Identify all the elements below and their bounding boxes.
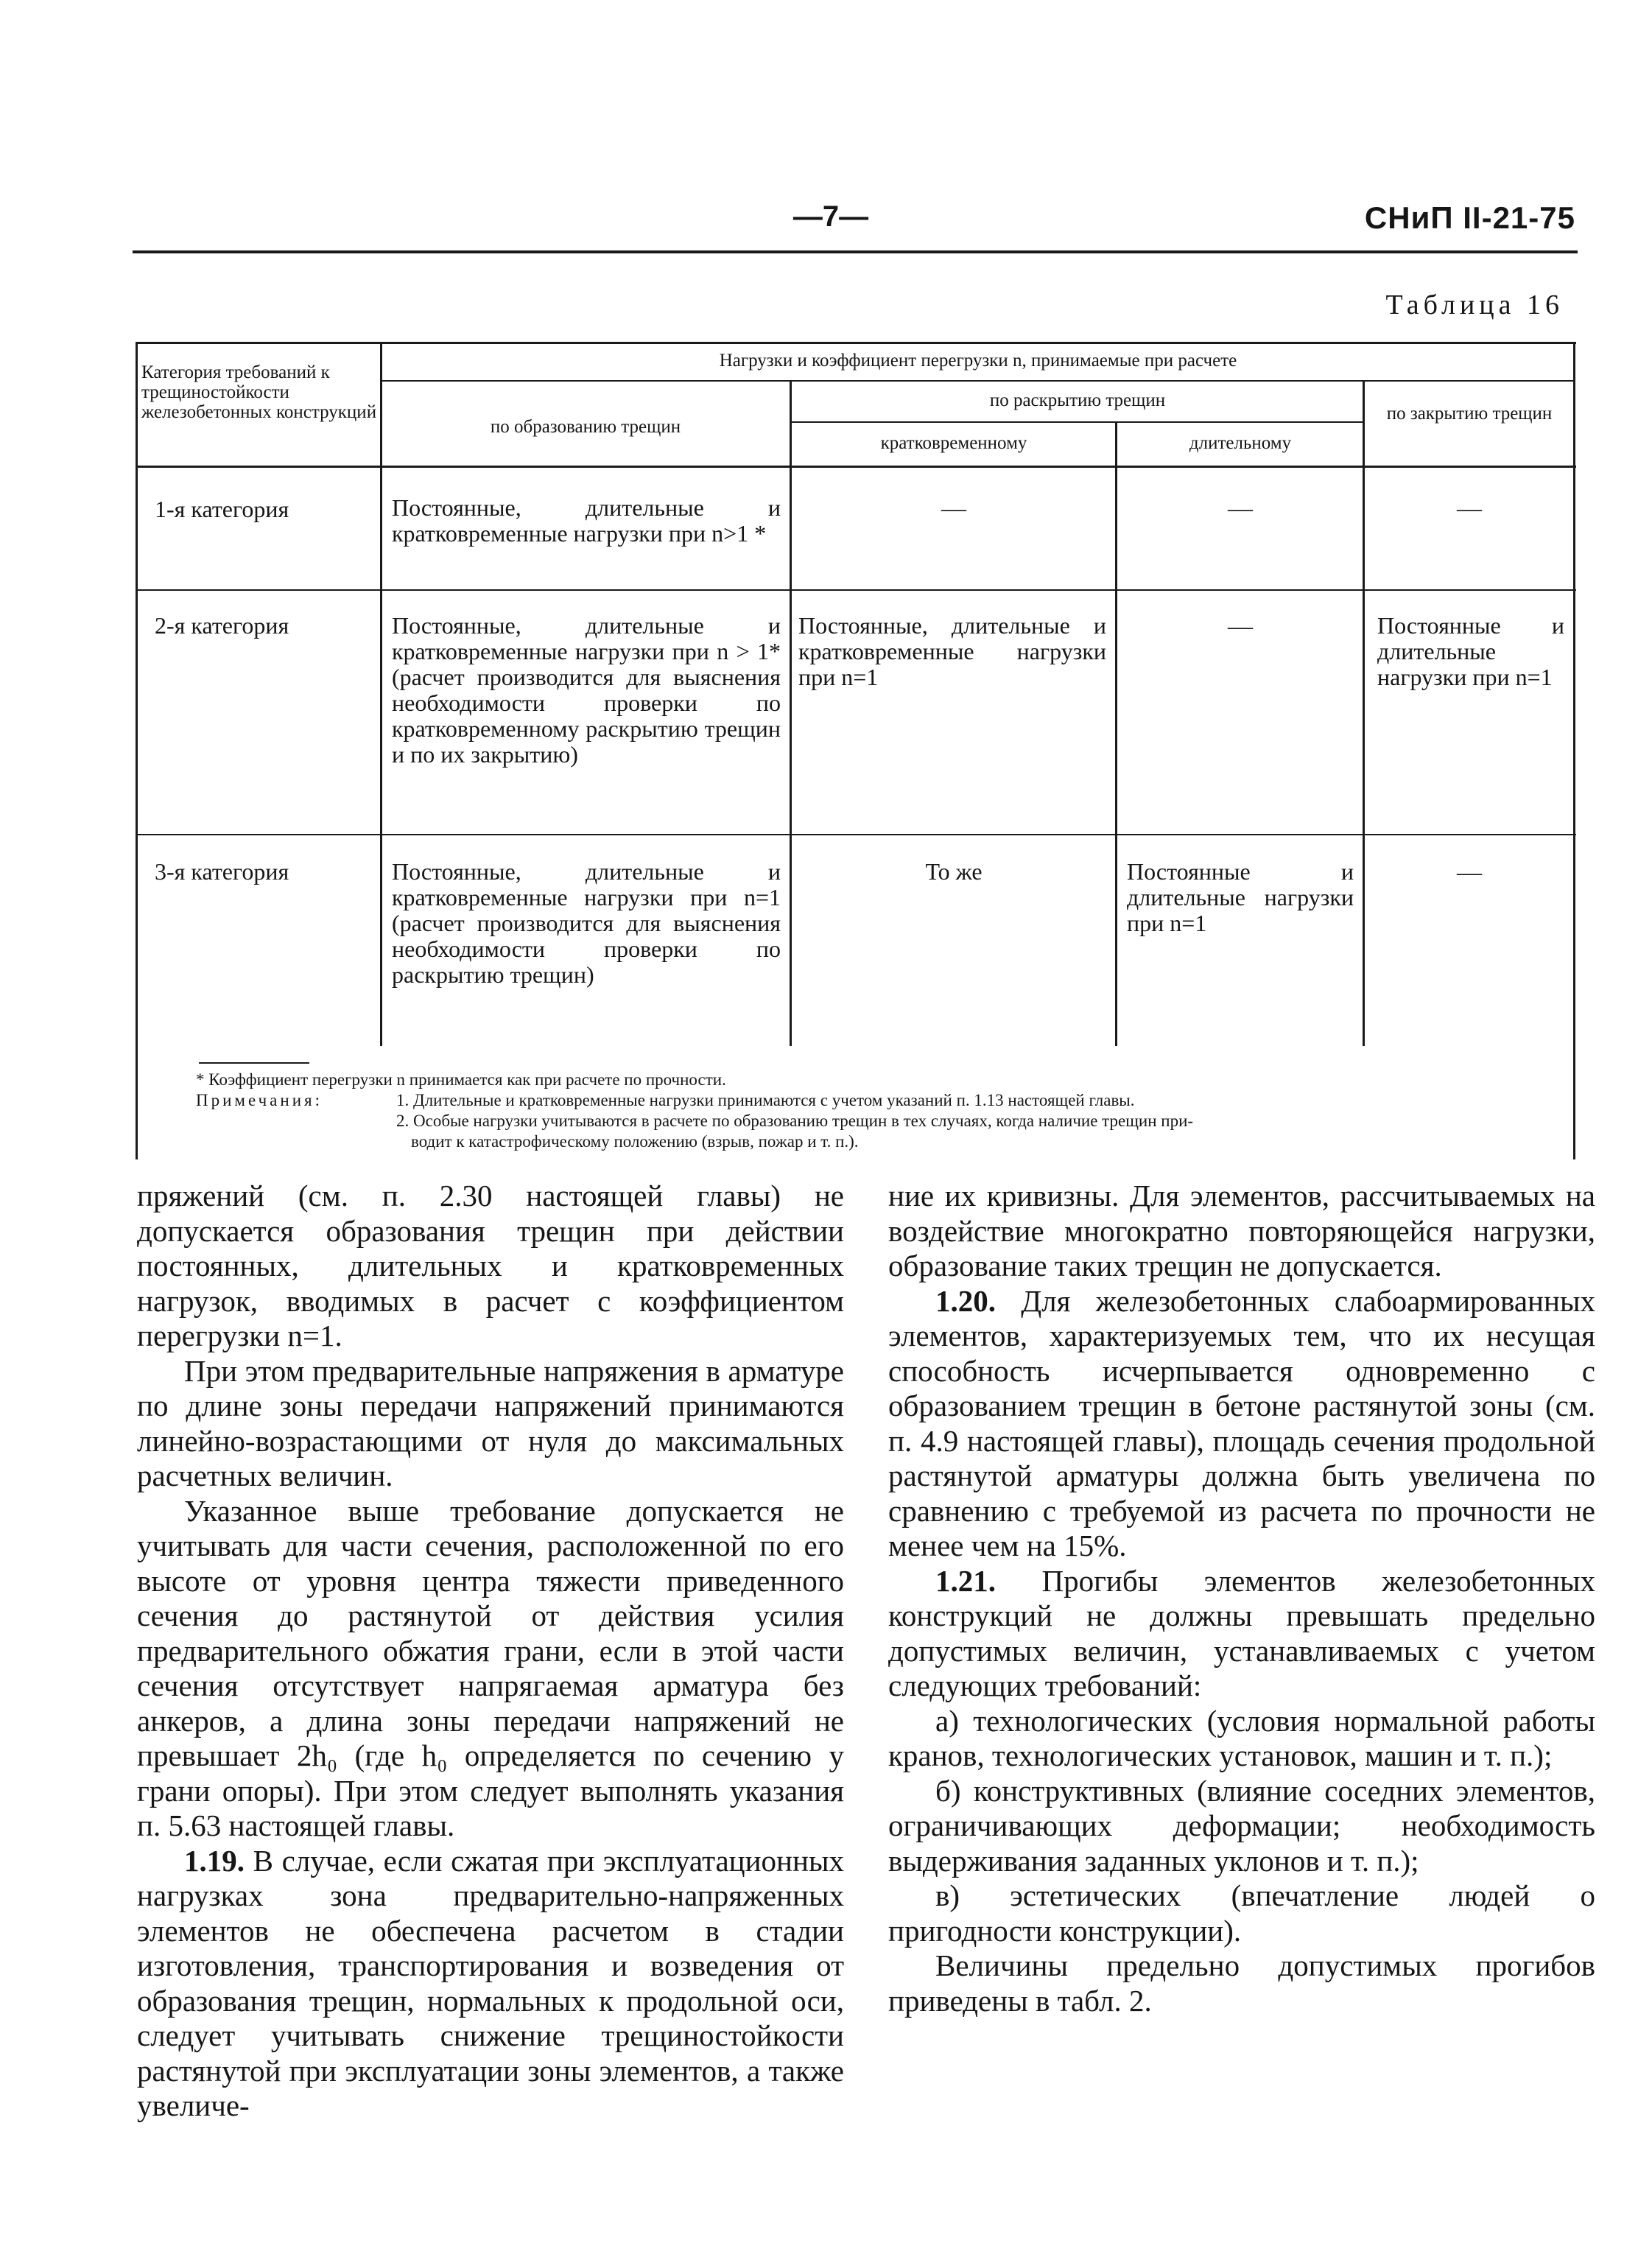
header-loads: Нагрузки и коэффициент перегрузки n, принимаемые при расчете <box>719 351 1237 371</box>
left-text-column <box>137 1179 844 2124</box>
right-paragraph-last: Величины предельно допустимых прогибов приведены в табл. 2. <box>888 1948 1595 2018</box>
page-number: —7— <box>792 200 869 233</box>
header-short: кратковременному <box>880 433 1027 453</box>
row3-closing: — <box>1457 859 1482 886</box>
row-divider-2 <box>136 834 1576 835</box>
row1-closing: — <box>1457 495 1482 522</box>
header-row-divider-2 <box>790 421 1363 423</box>
header-rule <box>133 250 1578 253</box>
header-closing: по закрытию трещин <box>1386 404 1553 424</box>
row2-long: — <box>1228 613 1253 640</box>
header-opening: по раскрытию трещин <box>989 390 1166 410</box>
requirement-item-a: а) технологических (условия нормальной работы кранов, технологических установок, машин и т. п.); <box>888 1703 1595 1772</box>
row3-long: Постоянные и длительные нагрузки при n=1 <box>1127 858 1354 936</box>
row2-category: 2-я категория <box>155 612 289 639</box>
row3-short: То же <box>925 858 983 885</box>
section-text: В случае, если сжатая при эксплуатационных нагрузках зона предварительно-напряженных элементов не обеспечена расчетом в стадии изготовления, транспортирования и возведения от образования трещин, нормальных к продольной оси, следует учитывать снижение трещиностойкости растянутой при эксплуатации зоны элементов, а также увеличе- <box>137 1843 844 2122</box>
row1-formation: Постоянные, длительные и кратковременные нагрузки при n>1 * <box>392 494 781 547</box>
row1-long: — <box>1228 495 1253 522</box>
table-label: Таблица 16 <box>1385 289 1564 320</box>
section-text: Прогибы элементов железобетонных конструкций не должны превышать предельно допустимых величин, устанавливаемых с учетом следующих требований: <box>888 1563 1595 1702</box>
col-divider-short <box>1115 421 1117 1046</box>
header-long: длительному <box>1189 433 1292 453</box>
row1-short: — <box>941 495 966 522</box>
col-divider-category <box>380 342 382 1046</box>
row2-short: Постоянные, длительные и кратковременные нагрузки при n=1 <box>798 612 1106 690</box>
section-number: 1.21. <box>935 1563 996 1598</box>
row1-category: 1-я категория <box>155 496 289 522</box>
document-code: СНиП II-21-75 <box>1364 200 1575 235</box>
left-paragraph-1: пряжений (см. п. 2.30 настоящей главы) не допускается образования трещин при действии постоянных, длительных и кратковременных нагрузок, вводимых в расчет с коэффициентом перегрузки n=1. <box>137 1179 844 1352</box>
table-left-border <box>136 342 138 1159</box>
footnote-rule <box>199 1062 309 1064</box>
section-1-19 <box>137 1844 844 2124</box>
right-text-column <box>888 1179 1595 2018</box>
header-formation: по образованию трещин <box>490 417 681 437</box>
header-row-divider-1 <box>380 380 1573 382</box>
row2-closing: Постоянные и длительные нагрузки при n=1 <box>1377 612 1564 690</box>
section-number: 1.19. <box>184 1843 245 1878</box>
notes-label: Примечания: <box>196 1091 323 1109</box>
requirements-table <box>133 339 1579 1161</box>
section-number: 1.20. <box>935 1283 996 1318</box>
row3-category: 3-я категория <box>155 858 289 885</box>
requirement-item-c: в) эстетических (впечатление людей о пригодности конструкции). <box>888 1878 1595 1948</box>
requirement-item-b: б) конструктивных (влияние соседних элементов, ограничивающих деформации; необходимость выдерживания заданных уклонов и т. п.); <box>888 1773 1595 1878</box>
section-1-21 <box>888 1564 1595 1704</box>
header-category: Категория требований к трещиностойкости железобетонных конструкций <box>141 362 377 422</box>
col-divider-opening <box>1363 380 1365 1046</box>
table-top-border <box>136 342 1576 344</box>
note-2-line-1: 2. Особые нагрузки учитываются в расчете по образованию трещин в тех случаях, когда наличие трещин при- <box>396 1112 1194 1130</box>
header-bottom-border <box>136 466 1576 468</box>
footnote-star: * Коэффициент перегрузки n принимается как при расчете по прочности. <box>196 1070 726 1089</box>
right-paragraph-1: ние их кривизны. Для элементов, рассчитываемых на воздействие многократно повторяющейся нагрузки, образование таких трещин не допускается. <box>888 1179 1595 1282</box>
note-1: 1. Длительные и кратковременные нагрузки принимаются с учетом указаний п. 1.13 настоящей главы. <box>396 1091 1135 1109</box>
row3-formation: Постоянные, длительные и кратковременные нагрузки при n=1 (расчет производится для выяснения необходимости проверки по раскрытию трещин) <box>392 858 781 988</box>
col-divider-formation <box>790 380 792 1046</box>
row2-formation: Постоянные, длительные и кратковременные нагрузки при n > 1* (расчет производится для выяснения необходимости проверки по кратковременному раскрытию трещин и по их закрытию) <box>392 612 781 768</box>
section-1-20 <box>888 1284 1595 1564</box>
section-text: Для железобетонных слабоармированных элементов, характеризуемых тем, что их несущая способность исчерпывается одновременно с образованием трещин в бетоне растянутой зоны (см. п. 4.9 настоящей главы), площадь сечения продольной растянутой арматуры должна быть увеличена по сравнению с требуемой из расчета по прочности не менее чем на 15%. <box>888 1283 1595 1562</box>
left-paragraph-2: При этом предварительные напряжения в арматуре по длине зоны передачи напряжений принимаются линейно-возрастающими от нуля до максимальных расчетных величин. <box>137 1353 844 1492</box>
left-paragraph-3: Указанное выше требование допускается не учитывать для части сечения, расположенной по его высоте от уровня центра тяжести приведенного сечения до растянутой от действия усилия предварительного обжатия грани, если в этой части сечения отсутствует напрягаемая арматура без анкеров, а длина зоны передачи напряжений не превышает 2h₀ (где h₀ определяется по сечению у грани опоры). При этом следует выполнять указания п. 5.63 настоящей главы. <box>137 1493 844 1842</box>
row-divider-1 <box>136 589 1576 591</box>
table-right-border <box>1573 342 1575 1159</box>
note-2-line-2: водит к катастрофическому положению (взрыв, пожар и т. п.). <box>411 1132 859 1151</box>
